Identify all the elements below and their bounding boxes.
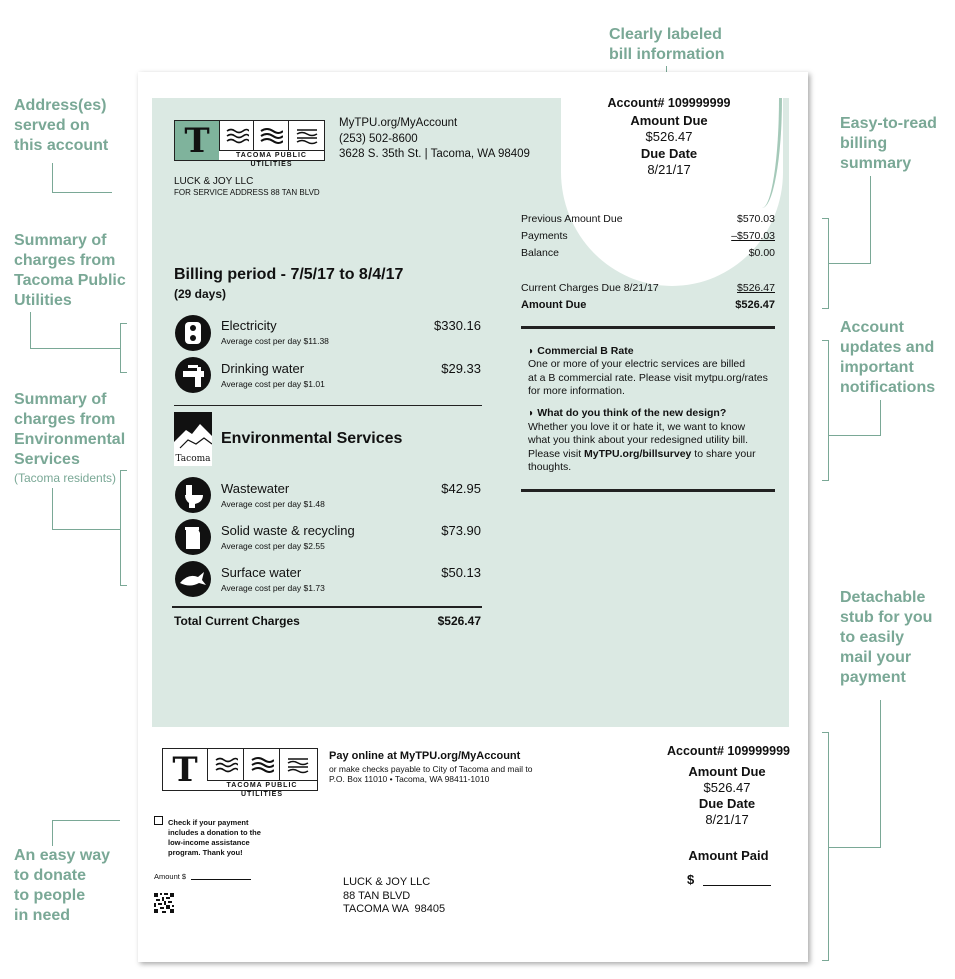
logo-t: T	[163, 749, 207, 790]
stub-account-number: Account# 109999999	[667, 744, 790, 758]
contact-phone: (253) 502-8600	[339, 133, 418, 145]
amount-due-label: Amount Due	[630, 113, 708, 128]
amount-paid-label: Amount Paid	[688, 848, 769, 863]
survey-link[interactable]: MyTPU.org/billsurvey	[584, 448, 692, 460]
mail-name: LUCK & JOY LLC	[343, 876, 431, 888]
payments-value: –$570.03	[731, 230, 775, 242]
contact-web[interactable]: MyTPU.org/MyAccount	[339, 117, 458, 129]
wave-icon	[253, 121, 288, 151]
charge-name: Electricity	[221, 318, 277, 333]
qr-code-icon	[154, 893, 174, 913]
total-amount: $526.47	[437, 614, 481, 628]
due-date-label: Due Date	[640, 146, 698, 161]
tpu-logo	[174, 120, 325, 168]
account-number: Account# 109999999	[607, 96, 731, 110]
outlet-icon	[175, 315, 211, 351]
logo-t: T	[175, 121, 219, 160]
fish-icon	[175, 561, 211, 597]
notice-line: thoughts.	[528, 461, 572, 473]
charge-avg: Average cost per day $1.01	[221, 379, 325, 389]
notice-line: Please visit MyTPU.org/billsurvey to share your	[528, 448, 756, 460]
amount-paid-dollar: $	[687, 872, 695, 887]
charge-avg: Average cost per day $1.73	[221, 583, 325, 593]
contact-address: 3628 S. 35th St. | Tacoma, WA 98409	[339, 148, 530, 160]
donation-text: Check if your payment includes a donation to the low-income assistance program. Thank you!	[168, 818, 261, 857]
annotation-summary-es-note: (Tacoma residents)	[14, 471, 117, 485]
annotation-account-updates: Account updates and important notifications	[840, 319, 936, 396]
charge-amount: $330.16	[434, 318, 481, 333]
notice-line: what you think about your redesigned utility bill.	[528, 434, 749, 446]
divider	[521, 489, 775, 492]
charge-name: Wastewater	[221, 481, 290, 496]
trash-icon	[175, 519, 211, 555]
stub-due-date-label: Due Date	[698, 796, 756, 811]
mail-city: TACOMA WA 98405	[343, 903, 446, 915]
toilet-icon	[175, 477, 211, 513]
wave-icon	[207, 749, 243, 780]
notice-line: Whether you love it or hate it, we want to know	[528, 421, 746, 433]
current-value: $526.47	[737, 282, 775, 294]
summary-amount-due-value: $526.47	[735, 299, 775, 311]
donation-checkbox[interactable]	[154, 816, 163, 825]
notice-title-1: ◗ Commercial B Rate	[528, 345, 634, 357]
charge-avg: Average cost per day $2.55	[221, 541, 325, 551]
charge-avg: Average cost per day $1.48	[221, 499, 325, 509]
balance-value: $0.00	[748, 247, 775, 259]
faucet-icon	[175, 357, 211, 393]
wave-icon	[243, 749, 279, 780]
annotation-billing-summary: Easy-to-read billing summary	[840, 115, 937, 172]
total-label: Total Current Charges	[174, 614, 300, 628]
stub-amount-due-value: $526.47	[703, 780, 751, 795]
customer-name: LUCK & JOY LLC	[174, 176, 254, 187]
divider	[174, 405, 482, 406]
wave-icon	[288, 121, 324, 151]
wave-icon	[219, 121, 253, 151]
amount-paid-field[interactable]	[703, 885, 771, 886]
stub-amount-due-label: Amount Due	[688, 764, 766, 779]
divider	[172, 606, 482, 608]
current-label: Current Charges Due 8/21/17	[521, 282, 659, 294]
annotation-stub: Detachable stub for you to easily mail your payment	[840, 589, 933, 686]
notice-title-2: ◗ What do you think of the new design?	[528, 407, 727, 419]
es-title: Environmental Services	[221, 430, 403, 447]
donation-amount-label: Amount $	[154, 872, 187, 881]
annotation-bill-info: Clearly labeled bill information	[609, 26, 725, 63]
charge-amount: $50.13	[441, 565, 481, 580]
billing-period: Billing period - 7/5/17 to 8/4/17	[174, 266, 404, 283]
divider	[521, 326, 775, 329]
amount-due-value: $526.47	[645, 129, 693, 144]
notice-line: at a B commercial rate. Please visit mytpu.org/rates	[528, 372, 768, 384]
annotation-summary-tpu: Summary of charges from Tacoma Public Utilities	[14, 232, 126, 309]
stub-due-date-value: 8/21/17	[705, 812, 749, 827]
charge-amount: $73.90	[441, 523, 481, 538]
notice-line: One or more of your electric services are billed	[528, 358, 746, 370]
wave-icon	[279, 749, 316, 780]
logo-band: TACOMA PUBLIC UTILITIES	[207, 780, 317, 790]
charge-name: Solid waste & recycling	[221, 523, 355, 538]
pay-line: or make checks payable to City of Tacoma and mail to	[329, 764, 533, 774]
mail-street: 88 TAN BLVD	[343, 890, 411, 902]
tacoma-logo-text: Tacoma	[175, 454, 211, 464]
balance-label: Balance	[521, 247, 559, 259]
charge-amount: $42.95	[441, 481, 481, 496]
notice-line: for more information.	[528, 385, 625, 397]
annotation-donate: An easy way to donate to people in need	[14, 847, 111, 924]
payments-label: Payments	[521, 230, 568, 242]
pay-line: P.O. Box 11010 • Tacoma, WA 98411-1010	[329, 774, 490, 784]
charge-name: Drinking water	[221, 361, 305, 376]
tpu-logo-stub	[162, 748, 318, 798]
tacoma-es-logo	[174, 412, 212, 466]
charge-amount: $29.33	[441, 361, 481, 376]
pay-online-title[interactable]: Pay online at MyTPU.org/MyAccount	[329, 750, 521, 762]
service-address: FOR SERVICE ADDRESS 88 TAN BLVD	[174, 188, 320, 197]
annotation-addresses: Address(es) served on this account	[14, 97, 109, 154]
due-date-value: 8/21/17	[647, 162, 691, 177]
previous-value: $570.03	[737, 213, 775, 225]
annotation-summary-es: Summary of charges from Environmental Services	[14, 391, 126, 468]
billing-days: (29 days)	[174, 287, 227, 301]
summary-amount-due-label: Amount Due	[521, 299, 587, 311]
charge-avg: Average cost per day $11.38	[221, 336, 329, 346]
previous-label: Previous Amount Due	[521, 213, 623, 225]
charge-name: Surface water	[221, 565, 302, 580]
donation-amount-field[interactable]	[191, 879, 251, 880]
logo-band: TACOMA PUBLIC UTILITIES	[219, 150, 324, 160]
